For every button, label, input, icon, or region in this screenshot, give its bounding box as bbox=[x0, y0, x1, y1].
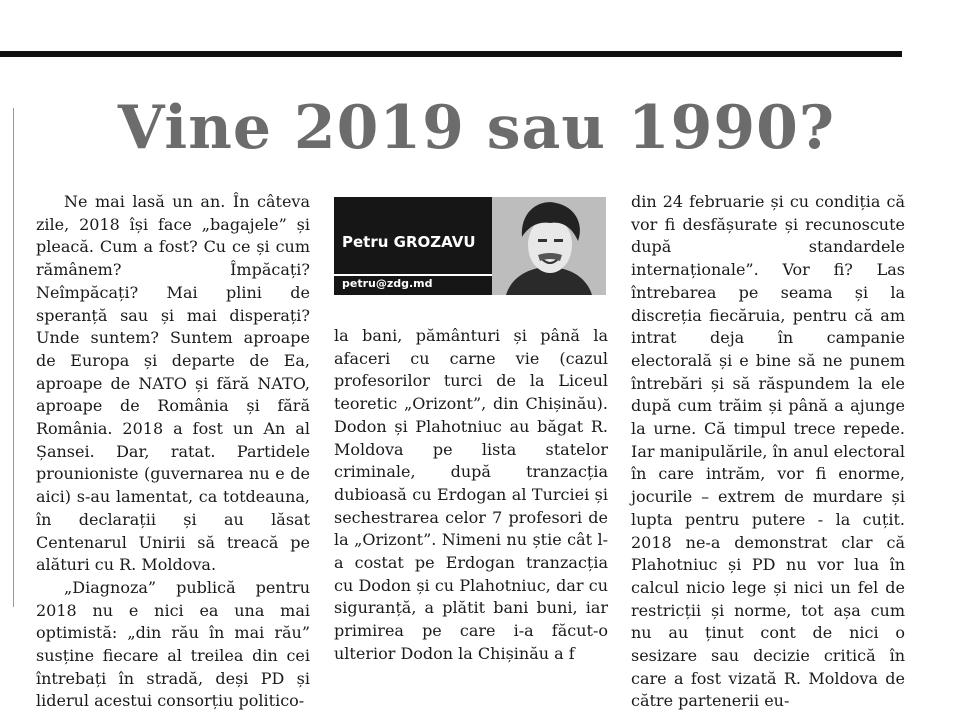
author-email: petru@zdg.md bbox=[342, 277, 433, 290]
paragraph: Ne mai lasă un an. În câteva zile, 2018 își face „bagajele” și pleacă. Cum a fost? Cu ce și cum rămânem? Împăcați? Neîmpăcați? Mai plini de speranță sau și mai disperați? Unde suntem? Suntem aproape de Europa și departe de Ea, aproape de NATO și fără NATO, aproape de România și fără România. 2018 a fost un An al Șansei. Dar, ratat. Partidele prounioniste (guvernarea nu e de aici) s-au lamentat, ca totdeauna, în declarații și au lăsat Centenarul Unirii să treacă pe alături cu R. Moldova. bbox=[36, 192, 310, 575]
article-headline: Vine 2019 sau 1990? bbox=[117, 93, 836, 163]
author-portrait bbox=[492, 197, 606, 295]
top-rule bbox=[0, 51, 902, 57]
column-rule bbox=[13, 108, 14, 607]
article-column-1 bbox=[36, 191, 310, 713]
article-column-3 bbox=[631, 191, 905, 713]
paragraph: „Diagnoza” publică pentru 2018 nu e nici ea una mai optimistă: „din rău în mai rău” susține fiecare al treilea din cei întrebați în stradă, deși PD și liderul acestui consorțiu politico- bbox=[36, 577, 310, 711]
paragraph: la bani, pământuri și până la afaceri cu carne vie (cazul profesorilor turci de la Liceul teoretic „Orizont”, din Chișinău). Dodon și Plahotniuc au băgat R. Moldova pe lista statelor criminale, după tranzacția dubioasă cu Erdogan al Turciei și sechestrarea celor 7 profesori de la „Orizont”. Nimeni nu știe cât l-a costat pe Erdogan tranzacția cu Dodon și cu Plahotniuc, dar cu siguranță, a plătit bani buni, iar primirea pe care i-a făcut-o ulterior Dodon la Chișinău a f bbox=[334, 326, 608, 663]
author-name: Petru GROZAVU bbox=[342, 233, 476, 251]
author-byline-box bbox=[334, 197, 606, 295]
article-column-2 bbox=[334, 325, 608, 666]
paragraph: din 24 februarie și cu condiția că vor fi desfășurate și recunoscute după standardele internaționale”. Vor fi? Las întrebarea pe seama și la discreția fiecăruia, pentru că am intrat deja în campanie electorală și e bine să ne punem întrebări și să răspundem la ele după cum trăim și până a ajunge la urne. Că timpul trece repede. Iar manipulările, în anul electoral în care intrăm, vor fi enorme, jocurile – extrem de murdare și lupta pentru putere - la cuțit. 2018 ne-a demonstrat clar că Plahotniuc și PD nu vor lua în calcul nicio lege și nici un fel de restricții și norme, tot așa cum nu au ținut cont de nici o sesizare sau decizie critică în care a fost vizată R. Moldova de către partenerii eu- bbox=[631, 192, 905, 711]
